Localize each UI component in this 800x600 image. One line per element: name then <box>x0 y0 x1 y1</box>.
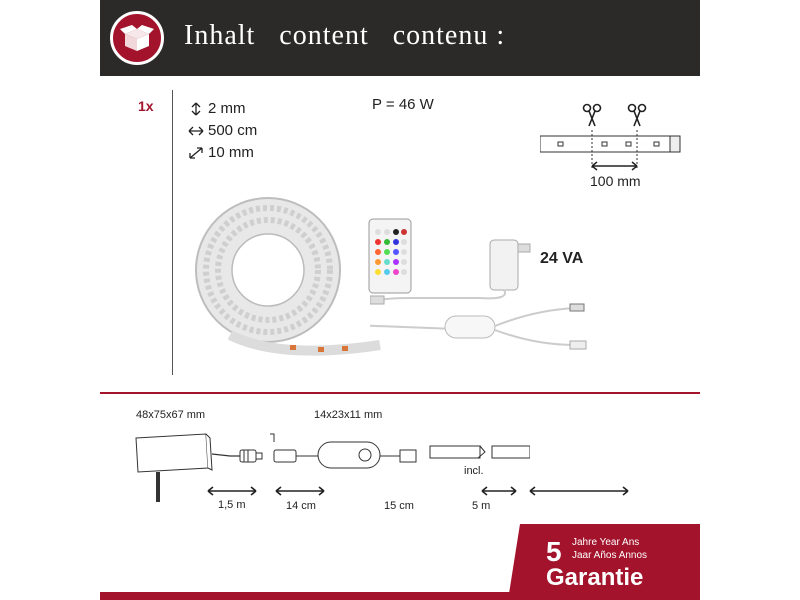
spec-list <box>188 98 257 164</box>
adapter-size-label: 48x75x67 mm <box>136 409 206 421</box>
cable-2-length: 14 cm <box>286 500 316 512</box>
spec-length-value: 500 cm <box>208 122 258 139</box>
strip-length: 5 m <box>472 500 491 512</box>
cable-1-length: 1,5 m <box>218 499 246 511</box>
product-sheet <box>100 0 700 600</box>
controller-diagram <box>270 428 530 473</box>
header-bar <box>100 0 700 76</box>
controller-size-label: 14x23x11 mm <box>314 409 383 421</box>
voltage-label: 24 VA <box>540 250 584 267</box>
height-arrow-icon <box>188 102 204 116</box>
guarantee-line-1: Jahre Year Ans <box>572 537 640 548</box>
guarantee-years: 5 <box>546 536 562 567</box>
scissors-icon <box>629 105 646 127</box>
scissors-icon <box>584 105 601 127</box>
cable-3-length: 15 cm <box>384 500 414 512</box>
spec-width-value: 10 mm <box>208 144 254 161</box>
length-arrows <box>200 484 640 498</box>
cut-interval-label: 100 mm <box>590 173 641 189</box>
header-title: Inhalt content contenu : <box>184 20 506 51</box>
length-arrow-icon <box>188 124 204 138</box>
power-rating: P = 46 W <box>372 96 434 113</box>
guarantee-line-2: Jaar Años Annos <box>572 550 648 561</box>
quantity-label: 1x <box>138 98 154 114</box>
strip-note-label: incl. <box>464 465 484 477</box>
divider-horizontal <box>100 392 700 394</box>
guarantee-word: Garantie <box>546 564 644 591</box>
footer-bar <box>100 592 700 600</box>
badge-notch-icon <box>500 524 546 600</box>
box-icon <box>110 11 164 65</box>
divider-vertical <box>172 90 173 375</box>
led-strip-reel-image <box>190 195 390 365</box>
guarantee-badge <box>500 524 700 600</box>
width-arrow-icon <box>188 146 204 160</box>
spec-width <box>188 142 257 164</box>
spec-length <box>188 120 257 142</box>
spec-height-value: 2 mm <box>208 100 246 117</box>
spec-height <box>188 98 257 120</box>
cut-diagram <box>540 100 690 180</box>
guarantee-text <box>572 536 647 562</box>
